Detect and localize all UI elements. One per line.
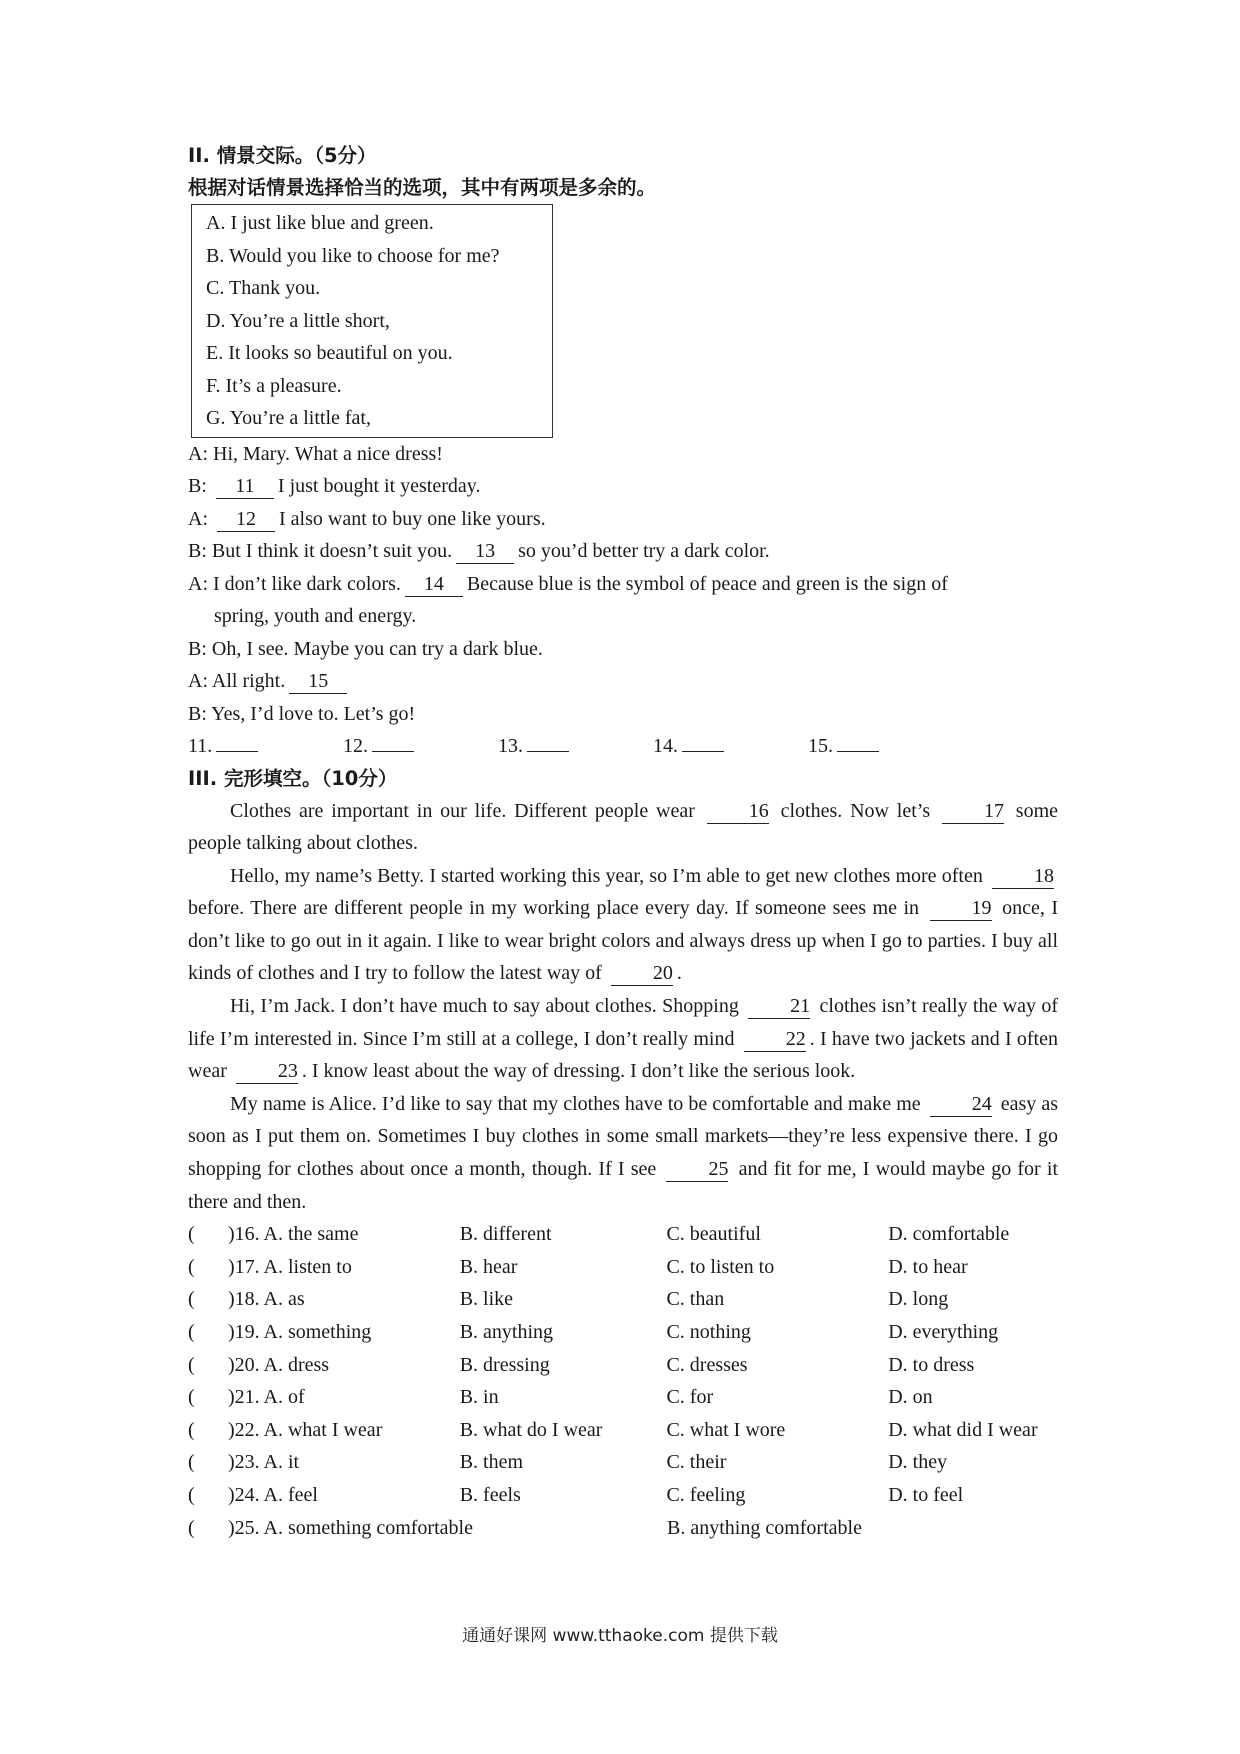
answer-paren[interactable]: (	[188, 1418, 195, 1441]
answer-label: 11.	[188, 735, 213, 757]
answer-paren[interactable]: (	[188, 1255, 195, 1278]
options-box	[191, 204, 553, 438]
passage-text: Hi, I’m Jack. I don’t have much to say about clothes. Shopping	[230, 995, 745, 1018]
line-text: B: Yes, I’d love to. Let’s go!	[188, 702, 416, 725]
answer-row	[188, 730, 1058, 763]
option-a: )18. A. as	[227, 1288, 305, 1311]
line-text: A: Hi, Mary. What a nice dress!	[188, 442, 443, 465]
blank-number[interactable]: 24	[930, 1092, 992, 1117]
option-d: D. they	[888, 1451, 948, 1474]
dialogue-line	[188, 665, 1058, 698]
answer-slot	[343, 730, 498, 763]
line-text: A:	[188, 507, 213, 530]
blank-number[interactable]: 12	[217, 507, 275, 532]
answer-blank[interactable]	[527, 731, 569, 752]
blank-number[interactable]: 21	[748, 994, 810, 1019]
option-c: C. for	[666, 1386, 714, 1409]
question-row	[188, 1283, 1058, 1316]
dialogue-line	[188, 600, 1058, 633]
answer-paren[interactable]: (	[188, 1451, 195, 1474]
passage-text: .	[676, 962, 682, 985]
blank-number[interactable]: 22	[744, 1027, 806, 1052]
option-c: C. nothing	[666, 1321, 751, 1343]
exam-page	[188, 140, 1058, 1544]
answer-paren[interactable]: (	[188, 1386, 195, 1409]
blank-number[interactable]: 16	[707, 799, 769, 824]
option-b: B. like	[459, 1288, 514, 1311]
question-row	[188, 1218, 1058, 1251]
passage-text: My name is Alice. I’d like to say that my clothes have to be comfortable and make me	[230, 1092, 926, 1115]
passage-text: . I have two jackets and I often wear	[188, 1027, 1058, 1083]
question-row	[188, 1479, 1058, 1512]
option-c: C. dresses	[666, 1353, 748, 1376]
line-text: A: I don’t like dark colors.	[188, 572, 401, 595]
answer-label: 14.	[653, 735, 678, 757]
answer-label: 13.	[498, 735, 523, 757]
blank-number[interactable]: 23	[236, 1059, 298, 1084]
option-item: G. You’re a little fat,	[206, 407, 371, 429]
option-item: A. I just like blue and green.	[206, 212, 434, 234]
section-2-instruction: 根据对话情景选择恰当的选项，其中有两项是多余的。	[188, 176, 657, 199]
option-a: )20. A. dress	[227, 1353, 330, 1376]
passage-text: once, I don’t like to go out in it again. I like to wear bright colors and always dress up when I go to parties. I buy all kinds of clothes and I try to follow the latest way of	[188, 897, 1058, 985]
option-c: C. beautiful	[666, 1223, 761, 1246]
option-d: D. comfortable	[888, 1223, 1010, 1246]
passage-text: Hello, my name’s Betty. I started working this year, so I’m able to get new clothes more often	[230, 864, 988, 887]
answer-blank[interactable]	[372, 731, 414, 752]
passage-paragraph	[188, 795, 1058, 860]
answer-paren[interactable]: (	[188, 1321, 195, 1343]
option-d: D. what did I wear	[888, 1418, 1038, 1441]
footer: 通通好课网 www.tthaoke.com 提供下载	[462, 1626, 778, 1646]
dialogue-line	[188, 503, 1058, 536]
section-3-title: III. 完形填空。（10分）	[188, 766, 398, 790]
passage-text: before. There are different people in my working place every day. If someone sees me in	[188, 897, 926, 920]
answer-slot	[188, 730, 343, 763]
dialogue-line	[188, 568, 1058, 601]
option-c: C. their	[666, 1451, 727, 1474]
answer-blank[interactable]	[837, 731, 879, 752]
option-c: C. to listen to	[666, 1255, 775, 1278]
line-text: I just bought it yesterday.	[277, 475, 481, 497]
option-item: E. It looks so beautiful on you.	[206, 342, 453, 364]
blank-number[interactable]: 18	[992, 864, 1054, 889]
passage-text: Clothes are important in our life. Different people wear	[230, 799, 703, 822]
passage-text: clothes. Now let’s	[772, 799, 938, 822]
option-c: C. than	[666, 1288, 725, 1311]
option-b: B. anything	[459, 1321, 554, 1343]
blank-number[interactable]: 15	[289, 669, 347, 694]
option-a: )17. A. listen to	[227, 1255, 352, 1278]
question-row	[188, 1414, 1058, 1447]
option-a: )22. A. what I wear	[227, 1418, 383, 1441]
answer-label: 12.	[343, 735, 368, 757]
option-d: D. long	[888, 1288, 949, 1311]
option-b: B. in	[459, 1386, 499, 1409]
blank-number[interactable]: 11	[216, 474, 274, 499]
passage-text: and fit for me, I would maybe go for it there and then.	[188, 1158, 1059, 1213]
passage-text: clothes isn’t really the way of life I’m interested in. Since I’m still at a college, I don’t really mind	[188, 995, 1058, 1050]
option-a: )24. A. feel	[227, 1483, 318, 1506]
question-row	[188, 1512, 1058, 1545]
option-item: F. It’s a pleasure.	[206, 374, 342, 397]
answer-slot	[653, 730, 808, 763]
option-d: D. on	[888, 1386, 933, 1409]
line-text: B: But I think it doesn’t suit you.	[188, 540, 453, 562]
dialogue	[188, 438, 1058, 731]
dialogue-line	[188, 438, 1058, 471]
option-b: B. anything comfortable	[667, 1516, 862, 1539]
question-row	[188, 1251, 1058, 1284]
option-a: )25. A. something comfortable	[228, 1516, 473, 1539]
option-b: B. hear	[459, 1255, 518, 1278]
option-a: )21. A. of	[227, 1386, 305, 1409]
blank-number[interactable]: 13	[456, 539, 514, 564]
answer-label: 15.	[808, 735, 833, 757]
option-c: C. feeling	[666, 1483, 746, 1506]
line-text: B: Oh, I see. Maybe you can try a dark blue.	[188, 637, 543, 660]
option-b: B. feels	[459, 1483, 521, 1506]
question-row	[188, 1446, 1058, 1479]
blank-number[interactable]: 25	[666, 1157, 728, 1182]
line-text: A: All right.	[188, 670, 286, 692]
dialogue-line	[188, 535, 1058, 568]
option-b: B. dressing	[459, 1353, 550, 1376]
question-row	[188, 1381, 1058, 1414]
passage-paragraph	[188, 990, 1058, 1088]
passage-text: . I know least about the way of dressing. I don’t like the serious look.	[301, 1060, 856, 1083]
answer-blank[interactable]	[682, 731, 724, 752]
blank-number[interactable]: 20	[611, 961, 673, 986]
answer-slot	[808, 730, 963, 763]
passage-text: some people talking about clothes.	[188, 799, 1059, 855]
option-a: )16. A. the same	[227, 1223, 359, 1246]
answer-paren[interactable]: (	[188, 1353, 195, 1376]
section-2-title: II. 情景交际。（5分）	[188, 144, 377, 167]
line-text: I also want to buy one like yours.	[279, 507, 546, 530]
passage-text: easy as soon as I put them on. Sometimes I buy clothes in some small markets—they’re less expensive there. I go shopping for clothes about once a month, though. If I see	[188, 1092, 1059, 1181]
blank-number[interactable]: 14	[405, 572, 463, 597]
option-b: B. them	[459, 1451, 524, 1474]
question-row	[188, 1349, 1058, 1382]
dialogue-line	[188, 470, 1058, 503]
line-text: Because blue is the symbol of peace and green is the sign of	[466, 572, 948, 595]
answer-blank[interactable]	[216, 731, 258, 752]
answer-paren[interactable]: (	[188, 1223, 195, 1246]
option-d: D. everything	[888, 1321, 999, 1343]
passage-paragraph	[188, 860, 1058, 990]
blank-number[interactable]: 17	[942, 799, 1004, 824]
answer-slot	[498, 730, 653, 763]
option-item: B. Would you like to choose for me?	[206, 244, 500, 267]
option-item: C. Thank you.	[206, 277, 321, 299]
answer-paren[interactable]: (	[188, 1516, 195, 1539]
question-row	[188, 1316, 1058, 1349]
option-item: D. You’re a little short,	[206, 309, 390, 332]
option-a: )19. A. something	[227, 1321, 372, 1343]
option-d: D. to hear	[888, 1255, 968, 1278]
question-list	[188, 1218, 1058, 1511]
dialogue-line	[188, 698, 1058, 731]
option-b: B. what do I wear	[459, 1418, 603, 1441]
line-text: spring, youth and energy.	[214, 605, 417, 627]
cloze-passage	[188, 795, 1058, 1219]
option-a: )23. A. it	[227, 1451, 300, 1474]
answer-paren[interactable]: (	[188, 1288, 195, 1311]
answer-paren[interactable]: (	[188, 1483, 195, 1506]
option-d: D. to feel	[888, 1483, 964, 1506]
line-text: B:	[188, 475, 212, 497]
line-text: so you’d better try a dark color.	[518, 540, 770, 562]
dialogue-line	[188, 633, 1058, 666]
option-d: D. to dress	[888, 1353, 975, 1376]
blank-number[interactable]: 19	[930, 896, 992, 921]
option-b: B. different	[459, 1223, 552, 1246]
option-c: C. what I wore	[666, 1418, 786, 1441]
passage-paragraph	[188, 1088, 1058, 1218]
